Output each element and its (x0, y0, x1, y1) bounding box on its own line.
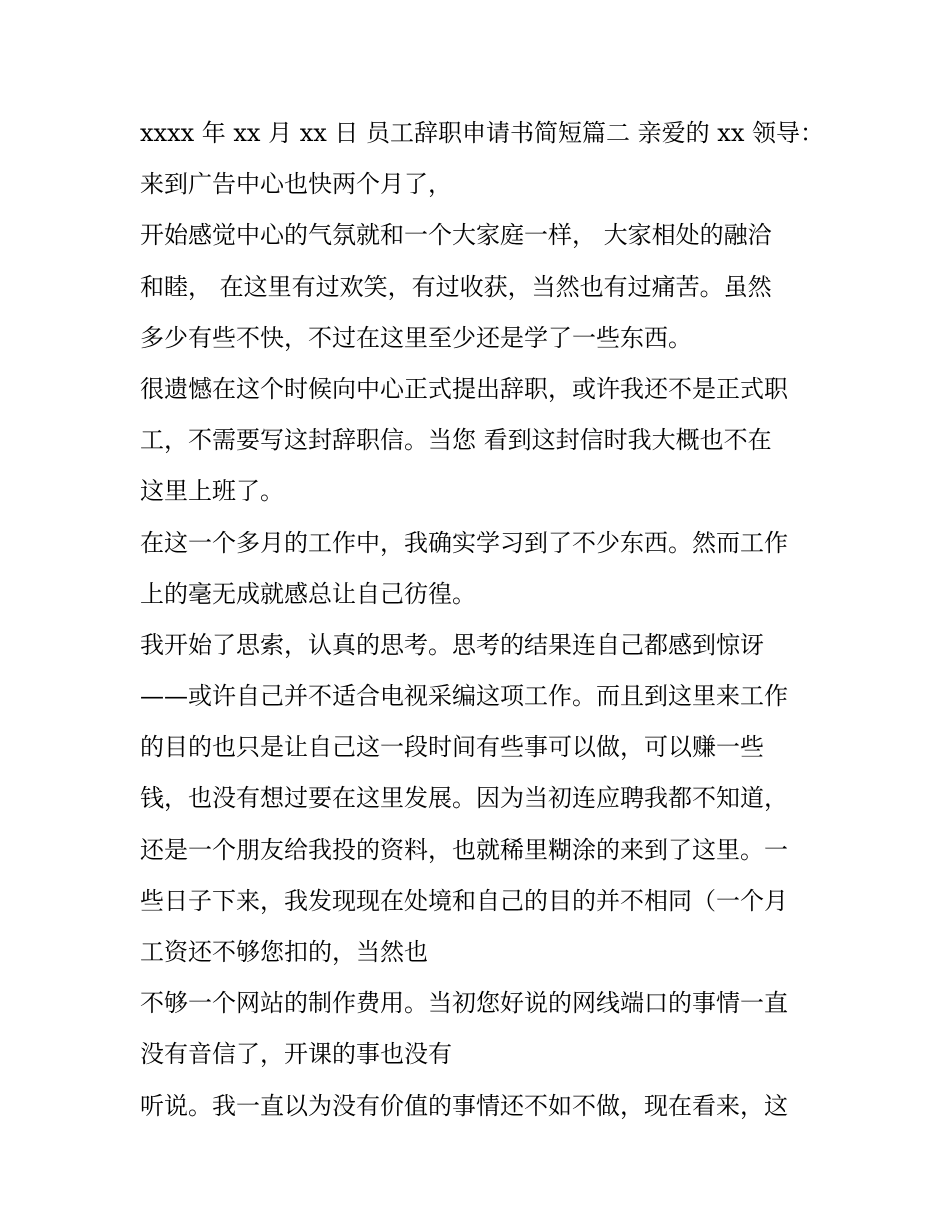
text-line: 在这一个多月的工作中，我确实学习到了不少东西。然而工作 (140, 528, 788, 557)
text-line: 和睦， 在这里有过欢笑，有过收获，当然也有过痛苦。虽然 (140, 272, 772, 301)
text-line: 没有音信了，开课的事也没有 (140, 1040, 452, 1069)
text-line: 听说。我一直以为没有价值的事情还不如不做，现在看来，这 (140, 1091, 788, 1120)
text-line: 钱，也没有想过要在这里发展。因为当初连应聘我都不知道， (140, 784, 788, 813)
text-line: 工，不需要写这封辞职信。当您 看到这封信时我大概也不在 (140, 426, 772, 455)
text-line: 些日子下来，我发现现在处境和自己的目的并不相同（一个月 (140, 886, 788, 915)
text-line: 不够一个网站的制作费用。当初您好说的网线端口的事情一直 (140, 989, 788, 1018)
text-line: 开始感觉中心的气氛就和一个大家庭一样， 大家相处的融洽 (140, 221, 772, 250)
text-line: 工资还不够您扣的，当然也 (140, 938, 428, 966)
text-line: 我开始了思索，认真的思考。思考的结果连自己都感到惊讶 (140, 630, 764, 659)
text-line: 来到广告中心也快两个月了， (140, 170, 452, 199)
text-line: 还是一个朋友给我投的资料，也就稀里糊涂的来到了这里。一 (140, 835, 788, 864)
text-line: ——或许自己并不适合电视采编这项工作。而且到这里来工作 (140, 682, 788, 711)
text-line: 上的毫无成就感总让自己彷徨。 (140, 579, 476, 608)
text-line: 很遗憾在这个时候向中心正式提出辞职，或许我还不是正式职 (140, 374, 788, 403)
text-line: xxxx 年 xx 月 xx 日 员工辞职申请书简短篇二 亲爱的 xx 领导： (140, 119, 825, 147)
letter-body (140, 108, 825, 1132)
text-line: 这里上班了。 (140, 477, 284, 506)
text-line: 多少有些不快，不过在这里至少还是学了一些东西。 (140, 323, 692, 352)
text-line: 的目的也只是让自己这一段时间有些事可以做，可以赚一些 (140, 733, 764, 762)
